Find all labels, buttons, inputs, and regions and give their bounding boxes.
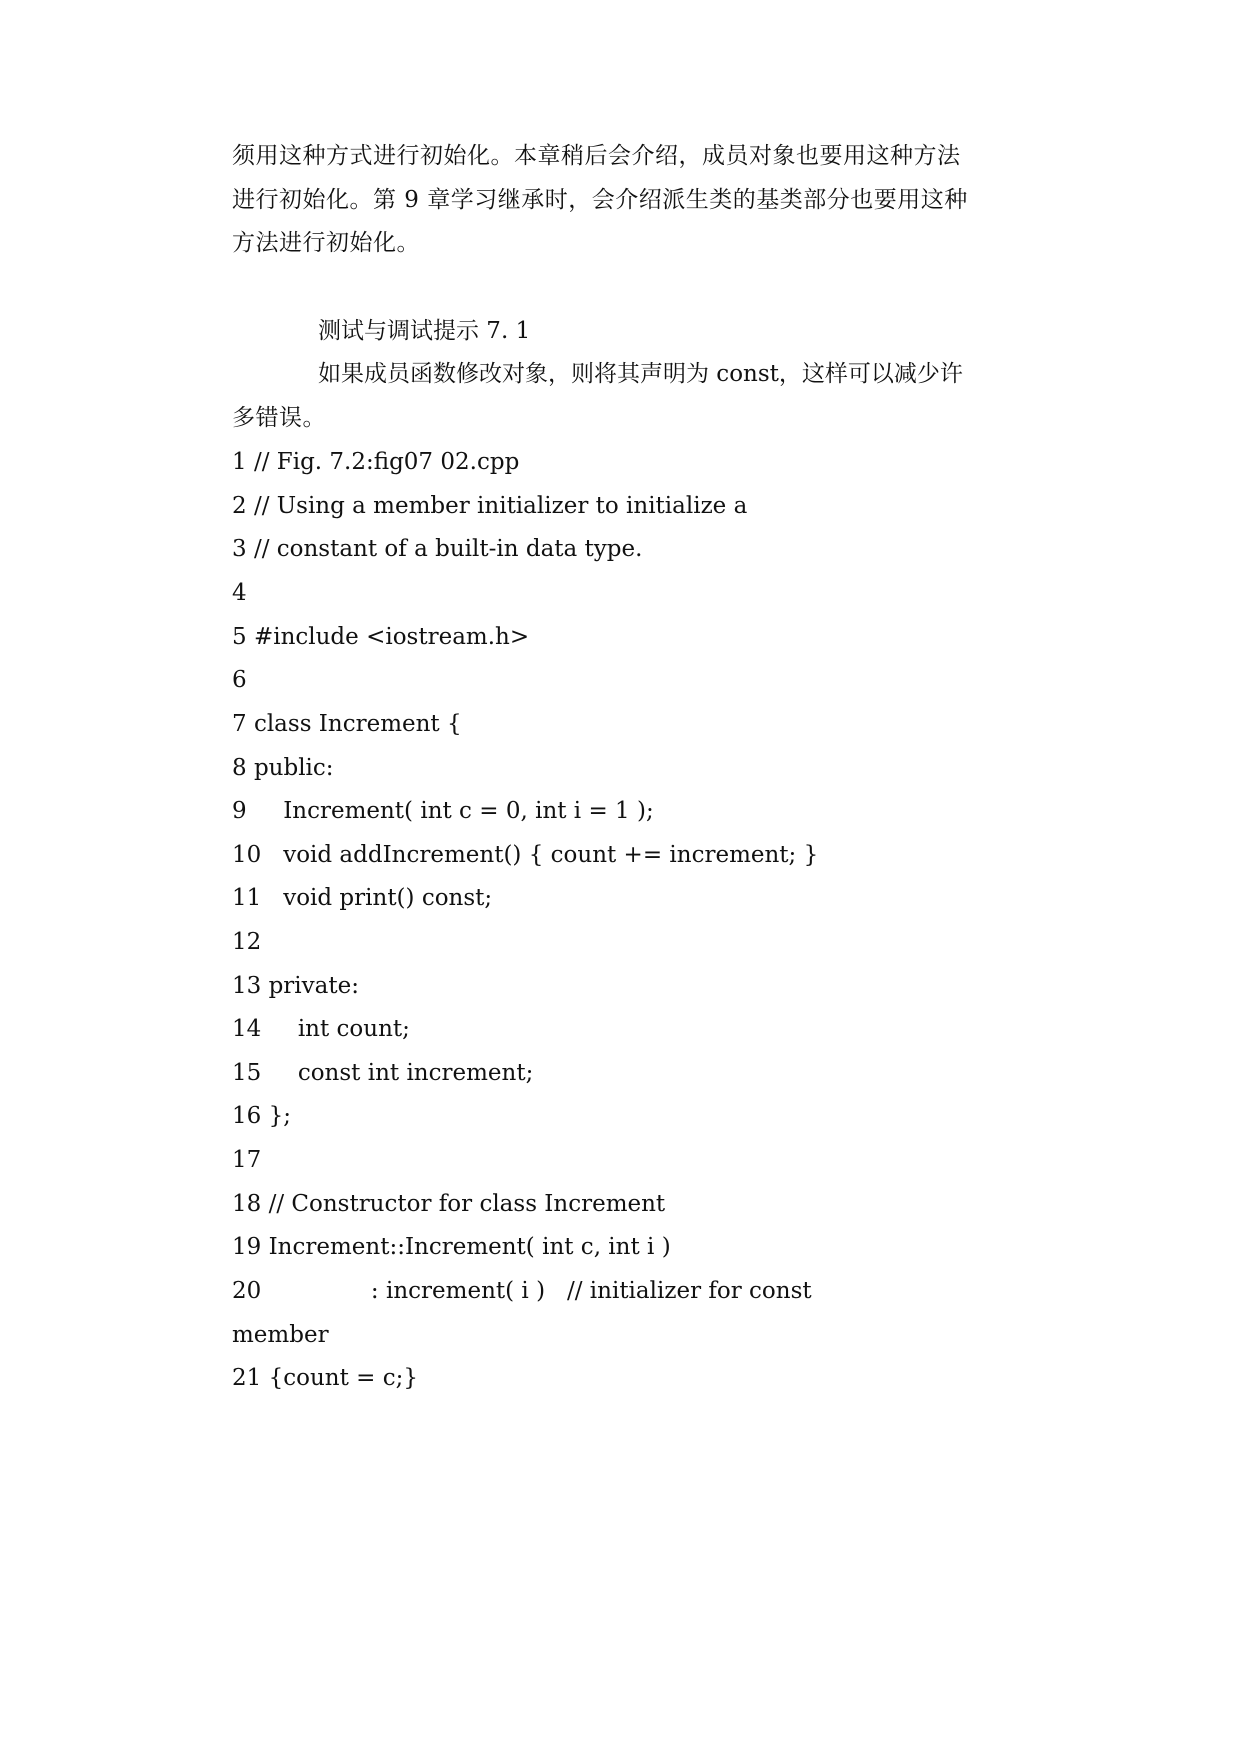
code-line: 18 // Constructor for class Increment — [232, 1191, 666, 1217]
code-line: 1 // Fig. 7.2:fig07 02.cpp — [232, 449, 520, 475]
code-line: member — [232, 1322, 329, 1348]
code-line: 17 — [232, 1147, 262, 1173]
tip-body-line-2: 多错误。 — [232, 405, 326, 431]
code-line: 16 }; — [232, 1103, 291, 1129]
tip-title: 测试与调试提示 7. 1 — [318, 318, 531, 344]
code-line: 14 int count; — [232, 1016, 410, 1042]
code-line: 10 void addIncrement() { count += increment; } — [232, 842, 819, 868]
code-line: 19 Increment::Increment( int c, int i ) — [232, 1234, 671, 1260]
code-line: 13 private: — [232, 973, 359, 999]
paragraph-line-3: 方法进行初始化。 — [232, 230, 420, 256]
code-line: 2 // Using a member initializer to initialize a — [232, 493, 748, 519]
code-line: 12 — [232, 929, 262, 955]
code-line: 9 Increment( int c = 0, int i = 1 ); — [232, 798, 654, 824]
code-line: 6 — [232, 667, 247, 693]
code-line: 21 {count = c;} — [232, 1365, 418, 1391]
code-line: 3 // constant of a built-in data type. — [232, 536, 643, 562]
tip-body-line-1: 如果成员函数修改对象，则将其声明为 const，这样可以减少许 — [318, 361, 963, 387]
code-line: 15 const int increment; — [232, 1060, 534, 1086]
code-line: 11 void print() const; — [232, 885, 493, 911]
paragraph-line-1: 须用这种方式进行初始化。本章稍后会介绍，成员对象也要用这种方法 — [232, 143, 961, 169]
code-line: 5 #include <iostream.h> — [232, 624, 530, 650]
code-line: 4 — [232, 580, 247, 606]
code-line: 7 class Increment { — [232, 711, 462, 737]
code-line: 20 : increment( i ) // initializer for const — [232, 1278, 812, 1304]
paragraph-line-2: 进行初始化。第 9 章学习继承时，会介绍派生类的基类部分也要用这种 — [232, 187, 968, 213]
code-line: 8 public: — [232, 755, 334, 781]
